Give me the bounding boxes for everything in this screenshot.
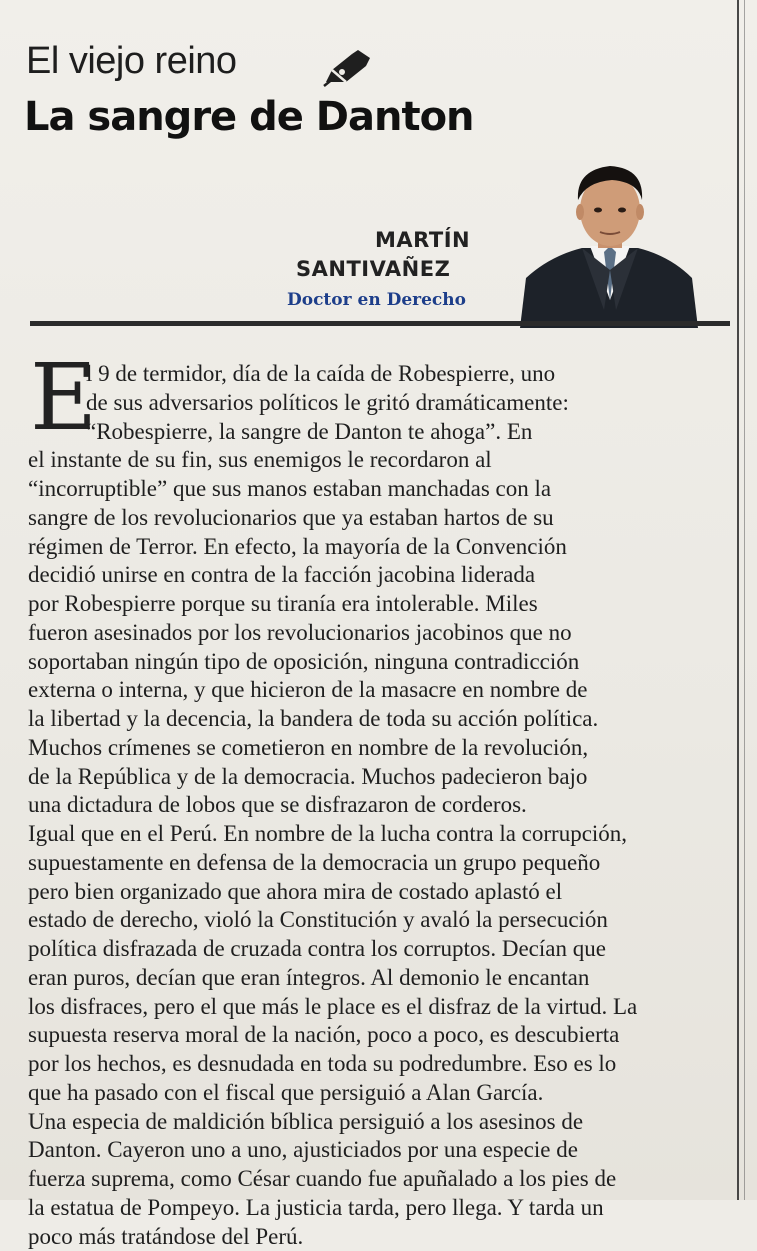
article-line: el instante de su fin, sus enemigos le recordaron al (28, 446, 733, 475)
article-line: supuesta reserva moral de la nación, poco a poco, es descubierta (28, 1021, 733, 1050)
column-rule (737, 0, 739, 1200)
article-line: decidió unirse en contra de la facción jacobina liderada (28, 561, 733, 590)
article-line: política disfrazada de cruzada contra los corruptos. Decían que (28, 935, 733, 964)
pen-nib-icon (322, 48, 374, 88)
article-line: de sus adversarios políticos le gritó dramáticamente: (28, 389, 733, 418)
section-label: El viejo reino (26, 40, 237, 83)
article-line: que ha pasado con el fiscal que persiguió a Alan García. (28, 1079, 733, 1108)
article-line: soportaban ningún tipo de oposición, ninguna contradicción (28, 648, 733, 677)
article-line: los disfraces, pero el que más le place es el disfraz de la virtud. La (28, 993, 733, 1022)
article-line: de la República y de la democracia. Muchos padecieron bajo (28, 763, 733, 792)
article-line: la estatua de Pompeyo. La justicia tarda, pero llega. Y tarda un (28, 1194, 733, 1223)
article-line: Una especia de maldición bíblica persiguió a los asesinos de (28, 1108, 733, 1137)
article-line: por los hechos, es desnudada en toda su podredumbre. Eso es lo (28, 1050, 733, 1079)
article-line: la libertad y la decencia, la bandera de toda su acción política. (28, 705, 733, 734)
article-line: poco más tratándose del Perú. (28, 1223, 733, 1251)
article-line: régimen de Terror. En efecto, la mayoría de la Convención (28, 533, 733, 562)
article-line: fuerza suprema, como César cuando fue apuñalado a los pies de (28, 1165, 733, 1194)
article-line: una dictadura de lobos que se disfrazaron de corderos. (28, 791, 733, 820)
article-line: por Robespierre porque su tiranía era intolerable. Miles (28, 590, 733, 619)
article-line: “Robespierre, la sangre de Danton te ahoga”. En (28, 418, 733, 447)
drop-cap: E (30, 352, 97, 444)
author-credential: Doctor en Derecho (287, 290, 466, 310)
article-line: pero bien organizado que ahora mira de costado aplastó el (28, 878, 733, 907)
article-line: Igual que en el Perú. En nombre de la lucha contra la corrupción, (28, 820, 733, 849)
article-line: “incorruptible” que sus manos estaban manchadas con la (28, 475, 733, 504)
author-first-name: MARTÍN (375, 228, 470, 252)
article-line: l 9 de termidor, día de la caída de Robespierre, uno (28, 360, 733, 389)
column-rule-secondary (744, 0, 745, 1200)
article-line: Muchos crímenes se cometieron en nombre de la revolución, (28, 734, 733, 763)
article-line: Danton. Cayeron uno a uno, ajusticiados por una especie de (28, 1136, 733, 1165)
article-line: externa o interna, y que hicieron de la masacre en nombre de (28, 676, 733, 705)
article-body (28, 360, 733, 1251)
header-divider (30, 321, 730, 326)
article-line: fueron asesinados por los revolucionarios jacobinos que no (28, 619, 733, 648)
author-photo (520, 160, 700, 328)
article-line: estado de derecho, violó la Constitución y avaló la persecución (28, 906, 733, 935)
headline: La sangre de Danton (24, 94, 474, 140)
author-last-name: SANTIVAÑEZ (296, 257, 450, 281)
article-line: sangre de los revolucionarios que ya estaban hartos de su (28, 504, 733, 533)
article-line: eran puros, decían que eran íntegros. Al demonio le encantan (28, 964, 733, 993)
article-line: supuestamente en defensa de la democracia un grupo pequeño (28, 849, 733, 878)
